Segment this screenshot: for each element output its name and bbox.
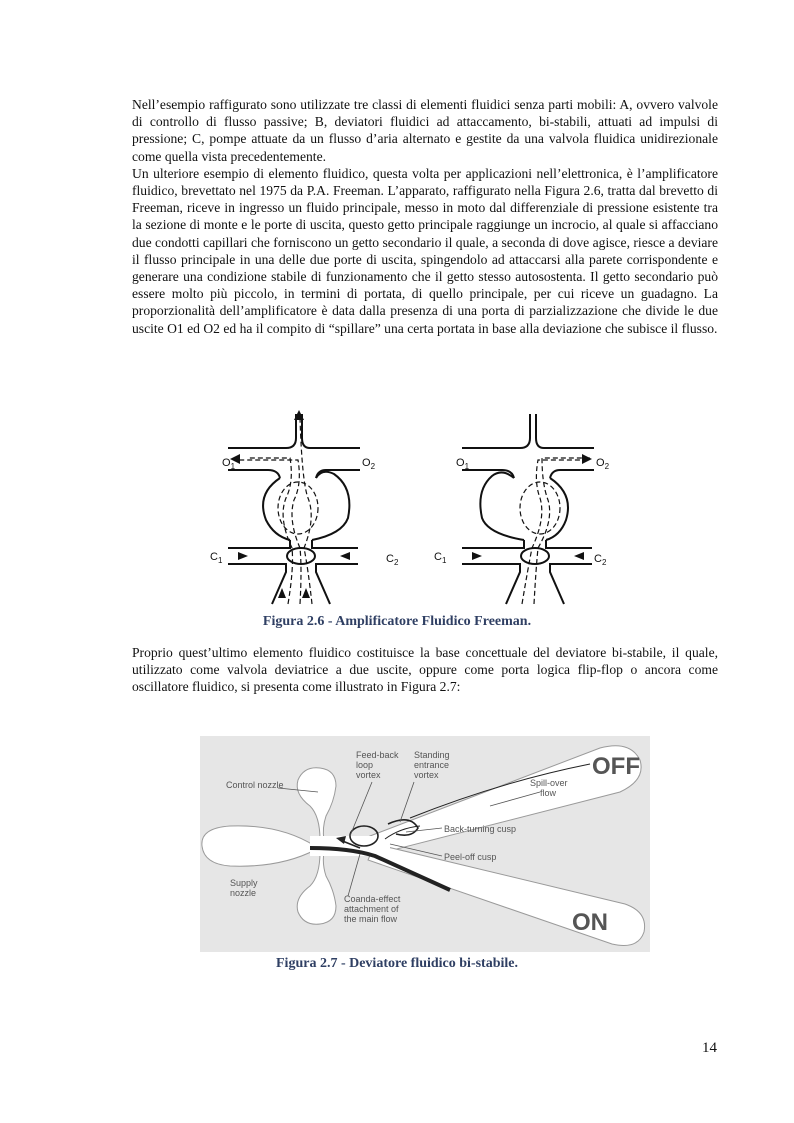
label-c2-right: $C_2$ <box>594 553 607 567</box>
label-coanda-1: Coanda-effect <box>344 894 401 904</box>
label-coanda-2: attachment of <box>344 904 399 914</box>
label-on: ON <box>572 909 608 936</box>
figure-bistable-diverter <box>200 736 650 952</box>
label-o1-left: $O_1$ <box>222 457 236 471</box>
label-feedback-1: Feed-back <box>356 750 399 760</box>
label-o2-right: $O_2$ <box>596 457 610 471</box>
label-standing-3: vortex <box>414 770 439 780</box>
label-supply-1: Supply <box>230 878 258 888</box>
label-standing-2: entrance <box>414 760 450 770</box>
label-peel-off: Peel-off cusp <box>444 852 497 862</box>
label-off: OFF <box>592 753 640 780</box>
label-c2-left: $C_2$ <box>386 553 399 567</box>
label-control-nozzle: Control nozzle <box>226 780 284 790</box>
body-text-top <box>132 96 718 337</box>
flow-lines-left <box>238 418 318 604</box>
label-feedback-3: vortex <box>356 770 381 780</box>
label-coanda-3: the main flow <box>344 914 398 924</box>
amplifier-left <box>228 414 360 604</box>
label-c1-right: $C_1$ <box>434 551 447 565</box>
label-c1-left: $C_1$ <box>210 551 223 565</box>
body-text-bottom <box>132 644 718 696</box>
label-spill-1: Spill-over <box>530 778 568 788</box>
label-o2-left: $O_2$ <box>362 457 376 471</box>
figure-2-7-caption: Figura 2.7 - Deviatore fluidico bi-stabile. <box>276 956 518 971</box>
paragraph-3: Proprio quest’ultimo elemento fluidico costituisce la base concettuale del deviatore bi-stabile, il quale, utilizzato come valvola deviatrice a due uscite, oppure come porta logica flip-flop o ancora come oscillatore fluidico, si presenta come illustrato in Figura 2.7: <box>132 645 718 695</box>
label-supply-2: nozzle <box>230 888 257 898</box>
figure-freeman-amplifier <box>208 408 608 608</box>
label-standing-1: Standing <box>414 750 450 760</box>
arrows-left <box>230 410 350 598</box>
label-o1-right: $O_1$ <box>456 457 470 471</box>
label-feedback-2: loop <box>356 760 374 770</box>
figure-2-6-caption: Figura 2.6 - Amplificatore Fluidico Freeman. <box>262 614 532 629</box>
label-back-turning: Back-turning cusp <box>444 824 517 834</box>
paragraph-1: Nell’esempio raffigurato sono utilizzate tre classi di elementi fluidici senza parti mobili: A, ovvero valvole di controllo di flusso passive; B, deviatori fluidici ad attaccamento, bi-stabili, attuati ad impulsi di pressione; C, pompe attuate da un flusso d’aria alternato e gestite da una valvola fluidica unidirezionale come quella vista precedentemente. <box>132 97 718 164</box>
paragraph-2: Un ulteriore esempio di elemento fluidico, questa volta per applicazioni nell’elettronica, è l’amplificatore fluidico, brevettato nel 1975 da P.A. Freeman. L’apparato, raffigurato nella Figura 2.6, tratta dal brevetto di Freeman, riceve in ingresso un fluido principale, messo in moto dal differenziale di pressione esistente tra la sezione di monte e le porte di uscita, questo getto principale raggiunge un incrocio, al quale si affacciano due condotti capillari che forniscono un getto secondario il quale, a seconda di dove agisce, riesce a deviare il flusso principale in una delle due porte di uscita, spingendolo ad attaccarsi alla parete corrispondente e generare una condizione stabile di funzionamento che il getto stesso autosostenta. Il getto secondario può essere molto più piccolo, in termini di portata, di quello principale, per cui riceve un guadagno. La proporzionalità dell’amplificatore è data dalla presenza di una porta di parzializzazione che divide le due uscite O1 ed O2 ed ha il compito di “spillare” una certa portata in base alla deviazione che subisce il flusso. <box>132 165 718 336</box>
label-spill-2: flow <box>540 788 557 798</box>
page-number: 14 <box>702 1040 717 1056</box>
